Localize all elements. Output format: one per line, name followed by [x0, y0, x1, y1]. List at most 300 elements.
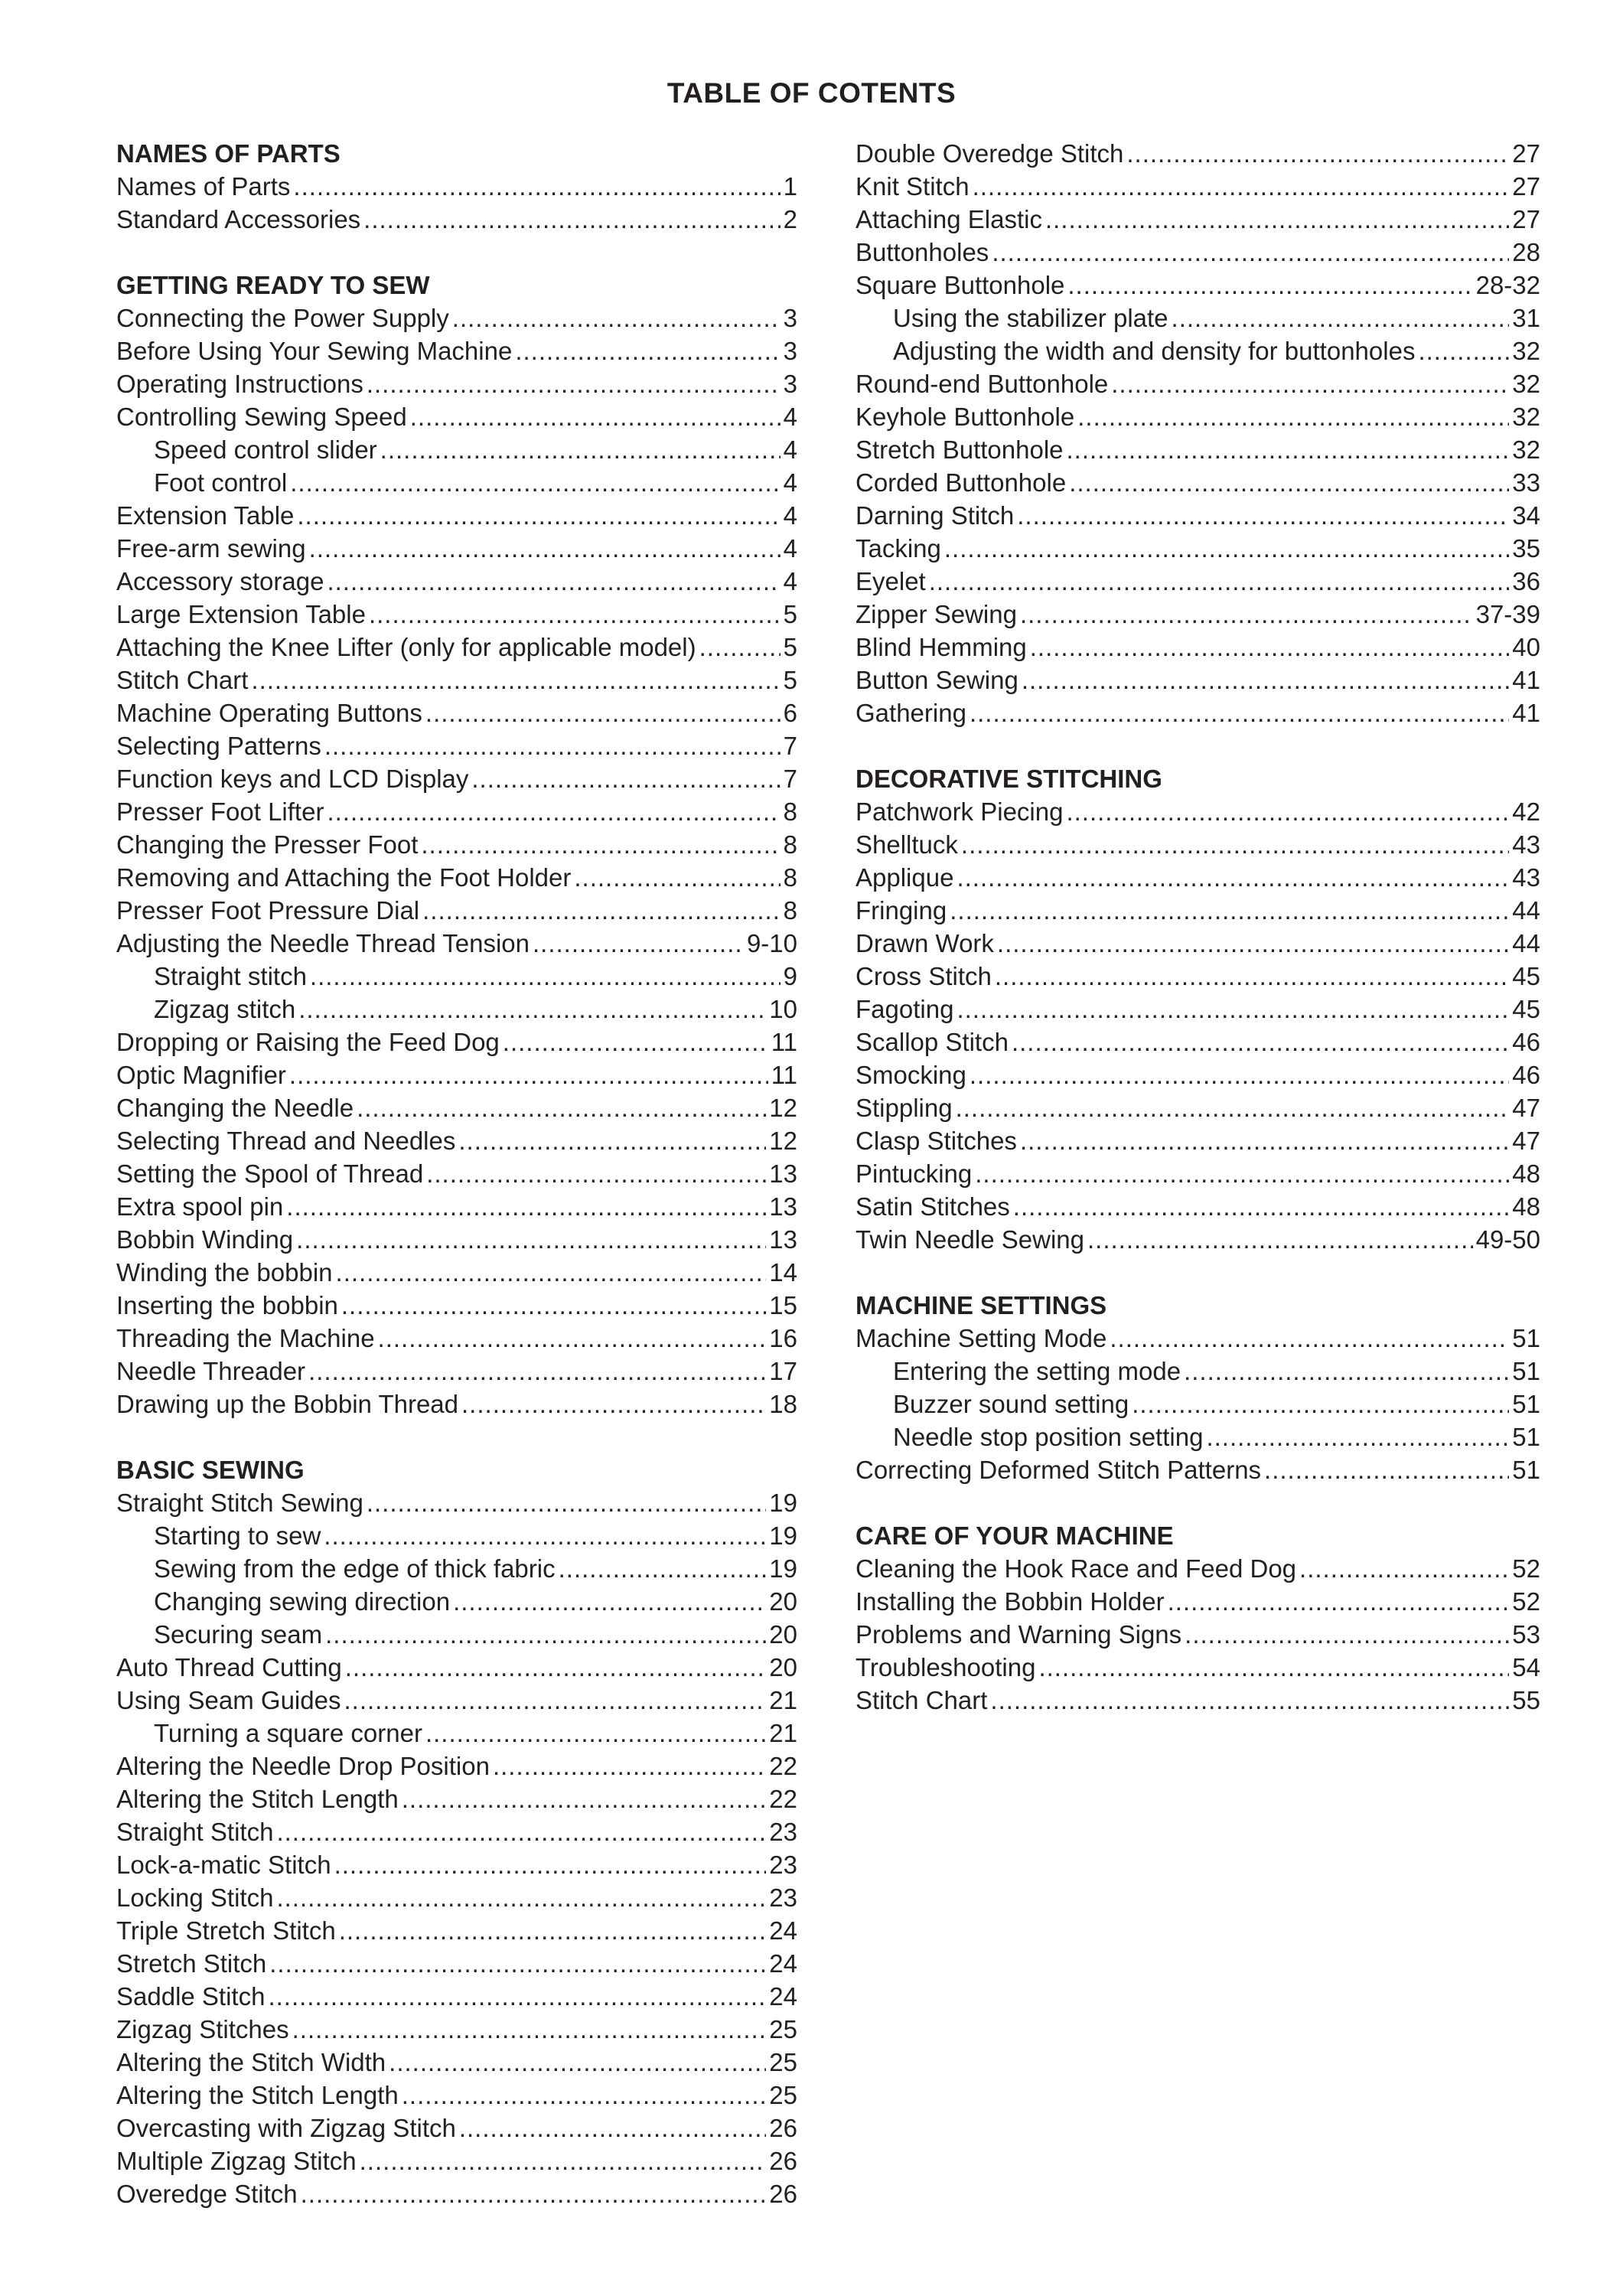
toc-entry-label: Selecting Thread and Needles — [116, 1127, 456, 1155]
toc-entry[interactable] — [855, 696, 1540, 729]
toc-entry-label: Bobbin Winding — [116, 1225, 294, 1254]
toc-subentry[interactable] — [116, 993, 797, 1026]
dot-leader — [453, 1585, 766, 1618]
toc-entry[interactable] — [116, 598, 797, 631]
toc-subentry[interactable] — [116, 1717, 797, 1750]
toc-entry[interactable] — [855, 1026, 1540, 1058]
toc-entry[interactable] — [116, 1355, 797, 1388]
toc-page-number: 44 — [1512, 896, 1540, 925]
toc-entry[interactable] — [116, 203, 797, 236]
dot-leader — [421, 828, 780, 861]
toc-page-number: 18 — [769, 1390, 797, 1418]
dot-leader — [1020, 598, 1473, 631]
dot-leader — [402, 2079, 767, 2112]
toc-page-number: 13 — [769, 1159, 797, 1188]
toc-entry[interactable] — [116, 762, 797, 795]
toc-entry-label: Turning a square corner — [154, 1719, 422, 1747]
toc-page-number: 40 — [1512, 633, 1540, 661]
toc-entry-label: Altering the Stitch Length — [116, 2081, 399, 2109]
toc-entry-label: Using the stabilizer plate — [893, 304, 1168, 332]
toc-entry[interactable] — [855, 828, 1540, 861]
dot-leader — [290, 466, 780, 499]
toc-entry[interactable] — [116, 1651, 797, 1684]
dot-leader — [452, 302, 781, 334]
toc-entry[interactable] — [855, 367, 1540, 400]
toc-page-number: 3 — [783, 370, 797, 398]
toc-entry-label: Extra spool pin — [116, 1192, 284, 1221]
toc-page-number: 51 — [1512, 1390, 1540, 1418]
toc-page-number: 8 — [783, 830, 797, 859]
toc-entry-label: Installing the Bobbin Holder — [855, 1587, 1165, 1616]
dot-leader — [957, 993, 1509, 1026]
dot-leader — [1077, 400, 1509, 433]
toc-entry[interactable] — [116, 2144, 797, 2177]
dot-leader — [471, 762, 780, 795]
toc-page-number: 51 — [1512, 1324, 1540, 1352]
dot-leader — [360, 2144, 767, 2177]
toc-entry[interactable] — [116, 1750, 797, 1782]
toc-spacer — [116, 236, 797, 269]
toc-subentry[interactable] — [116, 466, 797, 499]
toc-entry-label: Corded Buttonhole — [855, 468, 1067, 497]
toc-entry-label: Drawing up the Bobbin Thread — [116, 1390, 459, 1418]
toc-entry[interactable] — [116, 1881, 797, 1914]
dot-leader — [367, 1486, 766, 1519]
toc-entry[interactable] — [116, 828, 797, 861]
toc-page-number: 5 — [783, 600, 797, 628]
toc-entry[interactable] — [855, 1223, 1540, 1256]
toc-subentry[interactable] — [855, 1355, 1540, 1388]
toc-entry-label: Setting the Spool of Thread — [116, 1159, 424, 1188]
toc-entry[interactable] — [855, 269, 1540, 302]
toc-entry-label: Optic Magnifier — [116, 1061, 286, 1089]
toc-page-number: 32 — [1512, 337, 1540, 365]
toc-entry-label: Needle stop position setting — [893, 1423, 1204, 1451]
toc-entry[interactable] — [116, 1223, 797, 1256]
toc-entry[interactable] — [116, 1914, 797, 1947]
dot-leader — [515, 334, 780, 367]
toc-entry[interactable] — [855, 203, 1540, 236]
toc-entry[interactable] — [116, 729, 797, 762]
toc-entry[interactable] — [855, 1322, 1540, 1355]
toc-entry[interactable] — [855, 861, 1540, 894]
toc-section-heading — [116, 269, 797, 302]
toc-entry-label: Starting to sew — [154, 1521, 321, 1550]
dot-leader — [327, 565, 780, 598]
dot-leader — [1111, 367, 1509, 400]
toc-page-number: 25 — [769, 2081, 797, 2109]
toc-entry[interactable] — [116, 1058, 797, 1091]
toc-entry-label: Sewing from the edge of thick fabric — [154, 1554, 556, 1583]
toc-page-number: 4 — [783, 468, 797, 497]
dot-leader — [493, 1750, 766, 1782]
toc-entry[interactable] — [855, 894, 1540, 927]
dot-leader — [1168, 1585, 1510, 1618]
toc-spacer — [855, 1486, 1540, 1519]
toc-entry[interactable] — [116, 532, 797, 565]
dot-leader — [269, 1947, 766, 1980]
section-heading-label: CARE OF YOUR MACHINE — [855, 1521, 1174, 1550]
toc-entry-label: Correcting Deformed Stitch Patterns — [855, 1456, 1262, 1484]
toc-page-number: 4 — [783, 403, 797, 431]
toc-page-number: 27 — [1512, 172, 1540, 201]
dot-leader — [970, 696, 1509, 729]
toc-entry[interactable] — [855, 1091, 1540, 1124]
toc-entry-label: Auto Thread Cutting — [116, 1653, 342, 1681]
toc-page-number: 46 — [1512, 1028, 1540, 1056]
toc-entry[interactable] — [116, 1124, 797, 1157]
toc-entry[interactable] — [116, 1947, 797, 1980]
dot-leader — [957, 861, 1509, 894]
toc-page-number: 47 — [1512, 1094, 1540, 1122]
toc-entry[interactable] — [116, 894, 797, 927]
toc-spacer — [855, 1256, 1540, 1289]
dot-leader — [276, 1881, 766, 1914]
dot-leader — [956, 1091, 1510, 1124]
toc-entry-label: Entering the setting mode — [893, 1357, 1181, 1385]
toc-entry[interactable] — [855, 499, 1540, 532]
dot-leader — [1017, 499, 1509, 532]
toc-entry-label: Zigzag stitch — [154, 995, 296, 1023]
toc-entry[interactable] — [116, 1157, 797, 1190]
dot-leader — [973, 170, 1510, 203]
toc-entry[interactable] — [116, 2079, 797, 2112]
toc-entry-label: Foot control — [154, 468, 288, 497]
dot-leader — [345, 1651, 767, 1684]
toc-subentry[interactable] — [116, 1618, 797, 1651]
toc-page-number: 20 — [769, 1587, 797, 1616]
toc-entry[interactable] — [855, 170, 1540, 203]
toc-page-number: 55 — [1512, 1686, 1540, 1714]
toc-entry[interactable] — [855, 565, 1540, 598]
toc-entry-label: Keyhole Buttonhole — [855, 403, 1075, 431]
toc-entry[interactable] — [855, 137, 1540, 170]
toc-page-number: 51 — [1512, 1357, 1540, 1385]
toc-entry-label: Twin Needle Sewing — [855, 1225, 1084, 1254]
toc-entry[interactable] — [116, 1026, 797, 1058]
toc-subentry[interactable] — [116, 1585, 797, 1618]
toc-page-number: 4 — [783, 435, 797, 464]
dot-leader — [363, 203, 780, 236]
toc-page-number: 24 — [769, 1949, 797, 1978]
toc-entry[interactable] — [116, 1388, 797, 1420]
dot-leader — [944, 532, 1509, 565]
toc-entry-label: Large Extension Table — [116, 600, 366, 628]
toc-entry-label: Straight stitch — [154, 962, 307, 990]
toc-page-number: 20 — [769, 1620, 797, 1649]
toc-subentry[interactable] — [116, 433, 797, 466]
toc-page-number: 45 — [1512, 962, 1540, 990]
toc-page-number: 13 — [769, 1225, 797, 1254]
toc-entry-label: Straight Stitch Sewing — [116, 1489, 363, 1517]
toc-entry[interactable] — [855, 664, 1540, 696]
dot-leader — [425, 1717, 766, 1750]
dot-leader — [410, 400, 781, 433]
toc-section-heading — [116, 1453, 797, 1486]
toc-entry-label: Attaching Elastic — [855, 205, 1042, 233]
toc-entry-label: Patchwork Piecing — [855, 797, 1064, 826]
toc-page-number: 4 — [783, 567, 797, 595]
toc-entry-label: Overedge Stitch — [116, 2180, 298, 2208]
toc-entry[interactable] — [855, 236, 1540, 269]
toc-page-number: 5 — [783, 666, 797, 694]
toc-page-number: 51 — [1512, 1456, 1540, 1484]
toc-page-number: 41 — [1512, 699, 1540, 727]
toc-entry-label: Darning Stitch — [855, 501, 1015, 530]
toc-entry-label: Applique — [855, 863, 954, 892]
toc-entry-label: Free-arm sewing — [116, 534, 306, 563]
toc-entry-label: Presser Foot Pressure Dial — [116, 896, 420, 925]
toc-page-number: 13 — [769, 1192, 797, 1221]
toc-entry[interactable] — [116, 1815, 797, 1848]
toc-page-number: 32 — [1512, 435, 1540, 464]
toc-entry-label: Securing seam — [154, 1620, 323, 1649]
dot-leader — [293, 170, 780, 203]
toc-page-number: 27 — [1512, 139, 1540, 168]
toc-entry-label: Double Overedge Stitch — [855, 139, 1124, 168]
toc-entry[interactable] — [116, 2177, 797, 2210]
toc-entry-label: Clasp Stitches — [855, 1127, 1017, 1155]
toc-page-number: 12 — [769, 1127, 797, 1155]
toc-entry[interactable] — [855, 1684, 1540, 1717]
toc-entry[interactable] — [116, 2112, 797, 2144]
dot-leader — [503, 1026, 768, 1058]
dot-leader — [327, 795, 780, 828]
toc-entry[interactable] — [855, 1124, 1540, 1157]
toc-entry-label: Knit Stitch — [855, 172, 970, 201]
toc-entry-label: Altering the Stitch Width — [116, 2048, 386, 2076]
toc-subentry[interactable] — [116, 960, 797, 993]
toc-section-heading — [116, 137, 797, 170]
toc-entry-label: Fringing — [855, 896, 947, 925]
toc-entry[interactable] — [855, 1453, 1540, 1486]
dot-leader — [426, 1157, 766, 1190]
toc-entry-label: Machine Setting Mode — [855, 1324, 1107, 1352]
toc-subentry[interactable] — [855, 302, 1540, 334]
toc-entry-label: Smocking — [855, 1061, 966, 1089]
toc-page-number: 20 — [769, 1653, 797, 1681]
toc-page-number: 47 — [1512, 1127, 1540, 1155]
toc-entry-label: Using Seam Guides — [116, 1686, 341, 1714]
toc-subentry[interactable] — [116, 1519, 797, 1552]
toc-page-number: 32 — [1512, 403, 1540, 431]
toc-entry-label: Zigzag Stitches — [116, 2015, 289, 2043]
toc-subentry[interactable] — [855, 334, 1540, 367]
dot-leader — [1038, 1651, 1509, 1684]
section-heading-label: BASIC SEWING — [116, 1456, 305, 1484]
toc-page-number: 36 — [1512, 567, 1540, 595]
dot-leader — [276, 1815, 766, 1848]
toc-page-number: 23 — [769, 1851, 797, 1879]
toc-entry[interactable] — [116, 1980, 797, 2013]
dot-leader — [308, 1355, 766, 1388]
dot-leader — [1418, 334, 1509, 367]
toc-entry[interactable] — [116, 499, 797, 532]
toc-section-heading — [855, 762, 1540, 795]
dot-leader — [1030, 631, 1510, 664]
toc-entry[interactable] — [116, 1256, 797, 1289]
toc-page-number: 17 — [769, 1357, 797, 1385]
toc-entry-label: Threading the Machine — [116, 1324, 375, 1352]
toc-page-number: 21 — [769, 1686, 797, 1714]
dot-leader — [1020, 1124, 1509, 1157]
toc-entry[interactable] — [116, 631, 797, 664]
toc-page-number: 28 — [1512, 238, 1540, 266]
toc-page-number: 28-32 — [1475, 271, 1540, 299]
toc-entry[interactable] — [855, 993, 1540, 1026]
dot-leader — [1299, 1552, 1509, 1585]
toc-entry[interactable] — [855, 433, 1540, 466]
dot-leader — [995, 960, 1509, 993]
toc-entry[interactable] — [855, 1618, 1540, 1651]
toc-entry[interactable] — [855, 927, 1540, 960]
toc-entry-label: Problems and Warning Signs — [855, 1620, 1182, 1649]
toc-entry[interactable] — [855, 532, 1540, 565]
toc-entry[interactable] — [116, 302, 797, 334]
toc-page-number: 37-39 — [1475, 600, 1540, 628]
toc-entry-label: Stippling — [855, 1094, 953, 1122]
toc-subentry[interactable] — [116, 1552, 797, 1585]
dot-leader — [950, 894, 1509, 927]
toc-entry-label: Connecting the Power Supply — [116, 304, 449, 332]
toc-page-number: 27 — [1512, 205, 1540, 233]
toc-page-number: 10 — [769, 995, 797, 1023]
dot-leader — [402, 1782, 767, 1815]
dot-leader — [369, 598, 781, 631]
dot-leader — [1067, 269, 1472, 302]
toc-entry[interactable] — [855, 1585, 1540, 1618]
toc-entry[interactable] — [855, 795, 1540, 828]
dot-leader — [324, 1519, 766, 1552]
toc-entry[interactable] — [855, 466, 1540, 499]
toc-page-number: 11 — [771, 1061, 797, 1089]
toc-entry-label: Blind Hemming — [855, 633, 1027, 661]
toc-entry[interactable] — [116, 1190, 797, 1223]
toc-entry-label: Troubleshooting — [855, 1653, 1036, 1681]
toc-entry-label: Dropping or Raising the Feed Dog — [116, 1028, 500, 1056]
dot-leader — [357, 1091, 766, 1124]
dot-leader — [1067, 433, 1510, 466]
toc-entry[interactable] — [116, 367, 797, 400]
toc-page-number: 5 — [783, 633, 797, 661]
toc-entry[interactable] — [116, 1848, 797, 1881]
toc-page-number: 11 — [771, 1028, 797, 1056]
toc-entry[interactable] — [116, 1091, 797, 1124]
toc-entry-label: Multiple Zigzag Stitch — [116, 2147, 357, 2175]
toc-entry-label: Square Buttonhole — [855, 271, 1065, 299]
toc-page-number: 4 — [783, 501, 797, 530]
toc-entry[interactable] — [116, 664, 797, 696]
section-heading-label: GETTING READY TO SEW — [116, 271, 430, 299]
toc-entry-label: Changing the Needle — [116, 1094, 354, 1122]
toc-entry[interactable] — [855, 400, 1540, 433]
dot-leader — [1069, 466, 1509, 499]
toc-page-number: 12 — [769, 1094, 797, 1122]
toc-entry[interactable] — [116, 1289, 797, 1322]
toc-entry-label: Cross Stitch — [855, 962, 992, 990]
dot-leader — [559, 1552, 767, 1585]
toc-entry[interactable] — [855, 1190, 1540, 1223]
toc-page-number: 3 — [783, 337, 797, 365]
toc-entry[interactable] — [855, 598, 1540, 631]
toc-page-number: 14 — [769, 1258, 797, 1287]
toc-entry-label: Machine Operating Buttons — [116, 699, 422, 727]
toc-spacer — [116, 1420, 797, 1453]
toc-entry-label: Changing the Presser Foot — [116, 830, 419, 859]
toc-page-number: 25 — [769, 2015, 797, 2043]
toc-subentry[interactable] — [855, 1420, 1540, 1453]
toc-entry[interactable] — [116, 2013, 797, 2046]
toc-entry-label: Button Sewing — [855, 666, 1018, 694]
toc-entry[interactable] — [116, 565, 797, 598]
toc-entry-label: Scallop Stitch — [855, 1028, 1009, 1056]
toc-page-number: 54 — [1512, 1653, 1540, 1681]
dot-leader — [334, 1848, 767, 1881]
toc-entry[interactable] — [116, 400, 797, 433]
toc-page-number: 21 — [769, 1719, 797, 1747]
toc-entry-label: Changing sewing direction — [154, 1587, 451, 1616]
dot-leader — [1012, 1026, 1509, 1058]
toc-entry[interactable] — [855, 960, 1540, 993]
toc-page-number: 19 — [769, 1489, 797, 1517]
toc-entry[interactable] — [855, 1651, 1540, 1684]
page-title: TABLE OF COTENTS — [666, 77, 957, 109]
toc-entry[interactable] — [116, 795, 797, 828]
toc-entry[interactable] — [116, 1322, 797, 1355]
toc-entry-label: Zipper Sewing — [855, 600, 1017, 628]
toc-entry[interactable] — [116, 1782, 797, 1815]
toc-entry-label: Straight Stitch — [116, 1818, 274, 1846]
toc-entry[interactable] — [855, 1058, 1540, 1091]
toc-spacer — [855, 729, 1540, 762]
toc-page-number: 22 — [769, 1752, 797, 1780]
toc-entry-label: Adjusting the width and density for buttonholes — [893, 337, 1416, 365]
toc-entry[interactable] — [855, 1157, 1540, 1190]
dot-leader — [1172, 302, 1510, 334]
dot-leader — [1045, 203, 1509, 236]
toc-entry[interactable] — [855, 1552, 1540, 1585]
toc-entry-label: Selecting Patterns — [116, 732, 321, 760]
toc-entry[interactable] — [855, 631, 1540, 664]
toc-entry[interactable] — [116, 696, 797, 729]
toc-subentry[interactable] — [855, 1388, 1540, 1420]
dot-leader — [997, 927, 1509, 960]
toc-entry-label: Function keys and LCD Display — [116, 765, 469, 793]
toc-entry[interactable] — [116, 927, 797, 960]
toc-page-number: 52 — [1512, 1554, 1540, 1583]
dot-leader — [324, 729, 781, 762]
dot-leader — [310, 960, 781, 993]
toc-entry[interactable] — [116, 334, 797, 367]
toc-entry[interactable] — [116, 1684, 797, 1717]
dot-leader — [1022, 664, 1509, 696]
dot-leader — [1110, 1322, 1509, 1355]
toc-entry[interactable] — [116, 170, 797, 203]
toc-page-number: 31 — [1512, 304, 1540, 332]
toc-entry-label: Stitch Chart — [116, 666, 249, 694]
toc-entry[interactable] — [116, 1486, 797, 1519]
toc-section-heading — [855, 1519, 1540, 1552]
toc-page-number: 22 — [769, 1785, 797, 1813]
toc-entry[interactable] — [116, 861, 797, 894]
toc-page-number: 48 — [1512, 1192, 1540, 1221]
toc-entry-label: Winding the bobbin — [116, 1258, 333, 1287]
toc-page-number: 6 — [783, 699, 797, 727]
toc-entry-label: Extension Table — [116, 501, 295, 530]
toc-page-number: 15 — [769, 1291, 797, 1319]
toc-entry[interactable] — [116, 2046, 797, 2079]
toc-entry-label: Removing and Attaching the Foot Holder — [116, 863, 572, 892]
